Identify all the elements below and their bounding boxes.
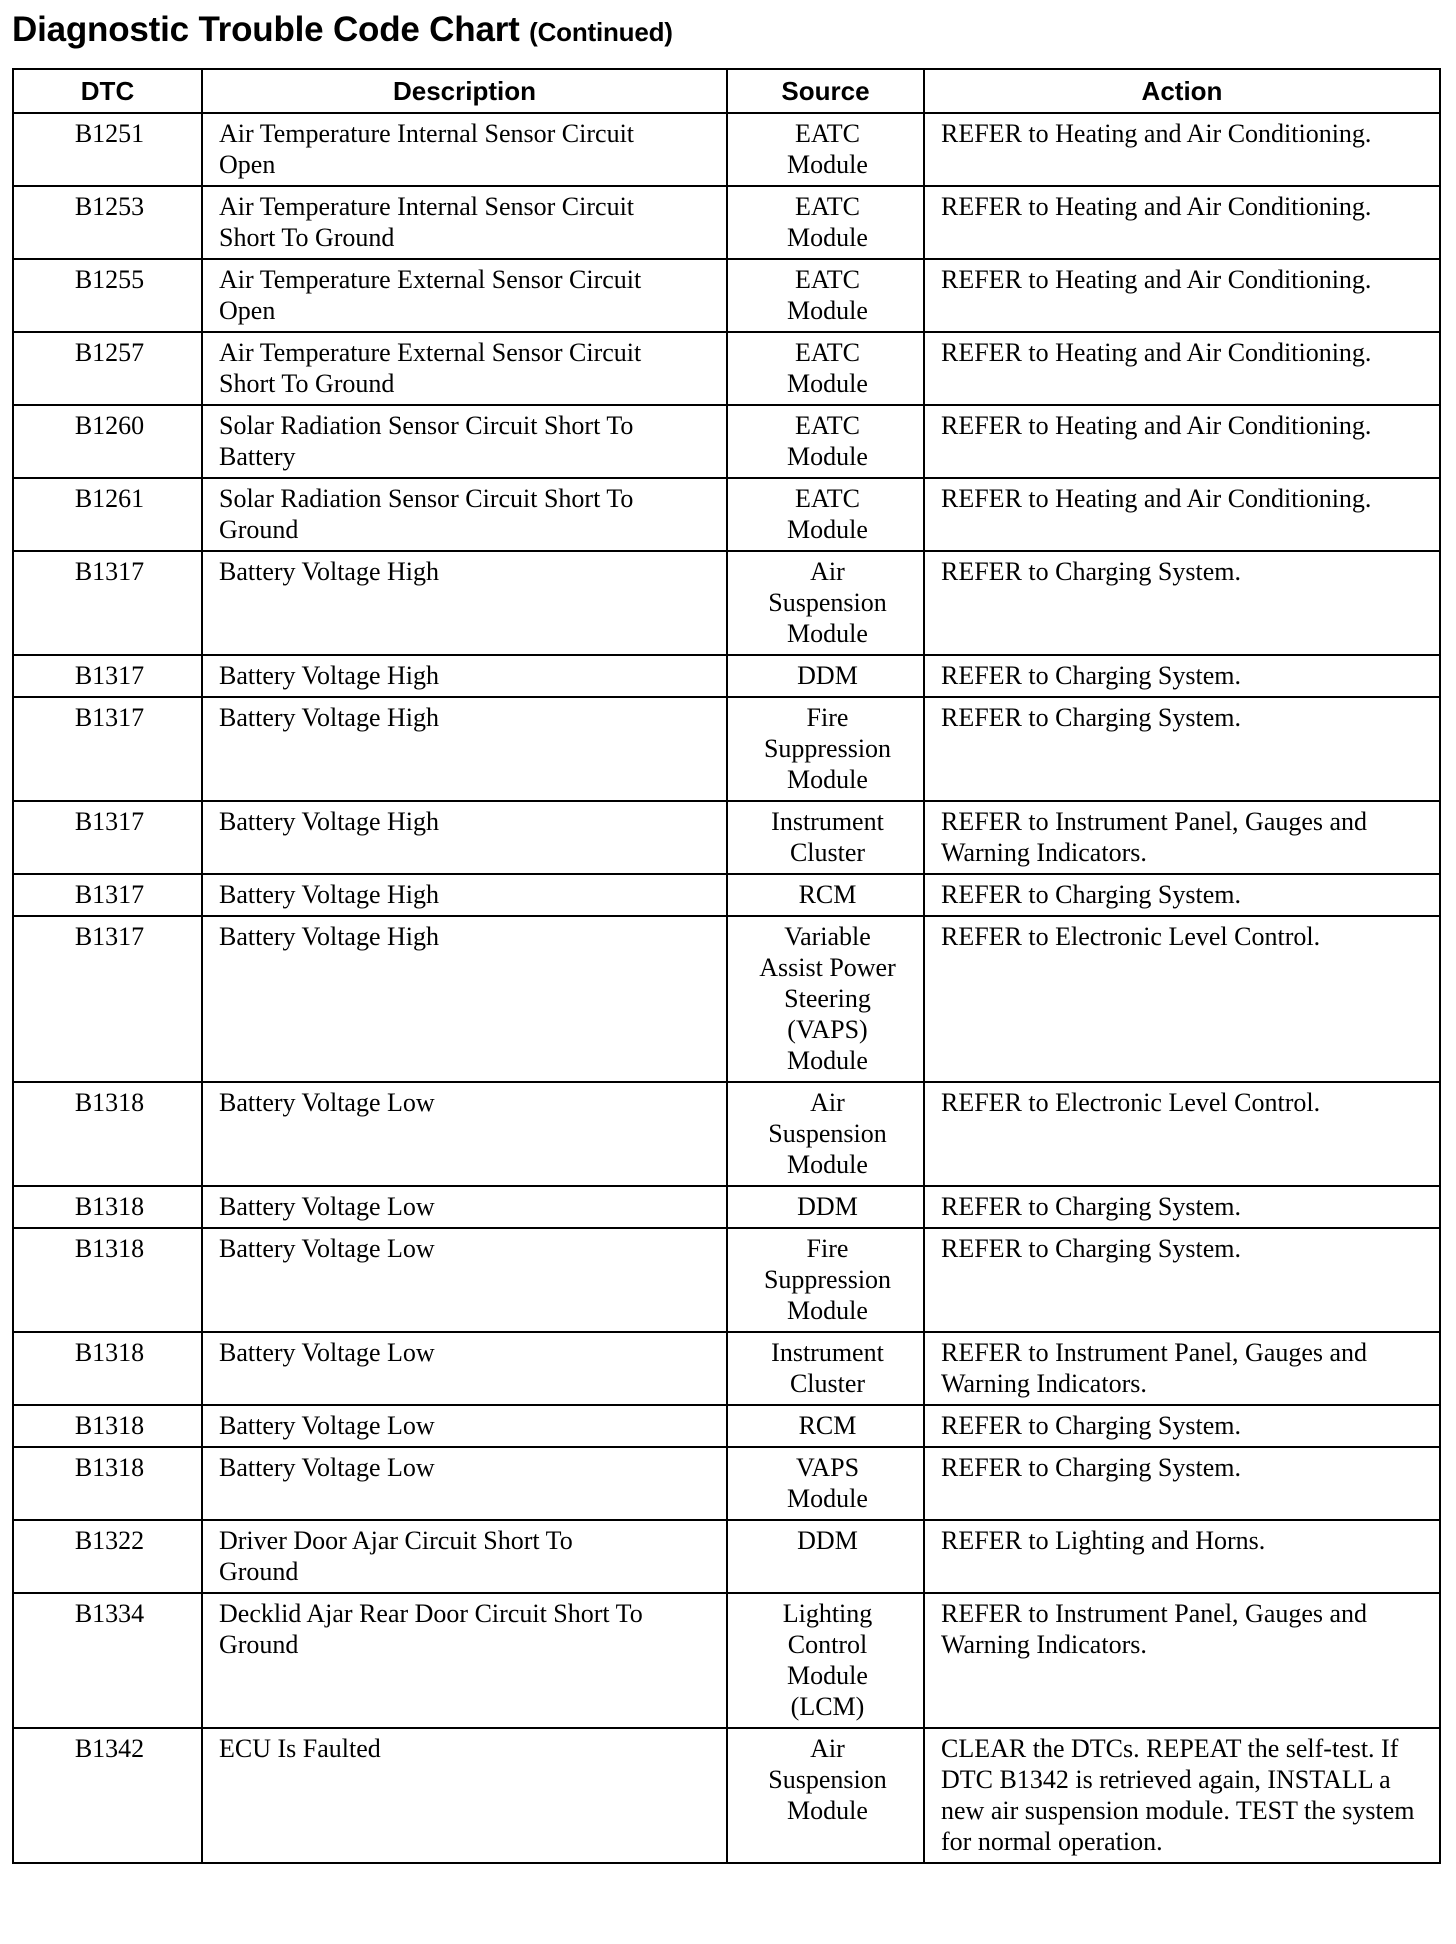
dtc-cell-text: B1317 xyxy=(74,807,145,836)
description-cell xyxy=(202,801,727,874)
dtc-table xyxy=(12,68,1441,1864)
action-cell xyxy=(924,1520,1440,1593)
table-row xyxy=(13,1520,1440,1593)
dtc-cell xyxy=(13,1228,202,1332)
source-cell xyxy=(727,916,924,1082)
action-cell xyxy=(924,332,1440,405)
action-cell xyxy=(924,1332,1440,1405)
source-cell-text: EATC Module xyxy=(787,265,868,325)
dtc-cell-text: B1318 xyxy=(74,1453,145,1482)
table-row xyxy=(13,332,1440,405)
description-cell xyxy=(202,332,727,405)
source-cell xyxy=(727,1186,924,1228)
source-cell-text: Lighting Control Module (LCM) xyxy=(782,1599,873,1721)
dtc-cell xyxy=(13,551,202,655)
dtc-cell-text: B1255 xyxy=(74,265,145,294)
dtc-cell-text: B1317 xyxy=(74,557,145,586)
action-cell xyxy=(924,655,1440,697)
action-cell xyxy=(924,697,1440,801)
action-cell-text: REFER to Heating and Air Conditioning. xyxy=(941,119,1372,148)
action-cell xyxy=(924,113,1440,186)
source-cell xyxy=(727,478,924,551)
action-cell-text: REFER to Charging System. xyxy=(941,880,1241,909)
table-row xyxy=(13,1332,1440,1405)
action-cell xyxy=(924,1405,1440,1447)
dtc-cell xyxy=(13,1332,202,1405)
description-cell-text: Solar Radiation Sensor Circuit Short To Battery xyxy=(219,411,634,471)
table-row xyxy=(13,1228,1440,1332)
dtc-cell xyxy=(13,1593,202,1728)
source-cell-text: DDM xyxy=(797,1526,858,1555)
dtc-cell-text: B1261 xyxy=(74,484,145,513)
source-cell xyxy=(727,801,924,874)
source-cell-text: Instrument Cluster xyxy=(771,807,884,867)
action-cell-text: CLEAR the DTCs. REPEAT the self-test. If DTC B1342 is retrieved again, INSTALL a new air suspension module. TEST the system for normal operation. xyxy=(941,1734,1415,1856)
description-cell-text: Battery Voltage High xyxy=(219,807,440,836)
source-cell xyxy=(727,697,924,801)
table-row xyxy=(13,259,1440,332)
description-cell xyxy=(202,113,727,186)
source-cell-text: VAPS Module xyxy=(787,1453,868,1513)
dtc-cell-text: B1257 xyxy=(74,338,145,367)
table-row xyxy=(13,874,1440,916)
source-cell-text: Air Suspension Module xyxy=(768,557,887,648)
column-header-dtc: DTC xyxy=(13,69,202,113)
action-cell-text: REFER to Charging System. xyxy=(941,1234,1241,1263)
source-cell-text: EATC Module xyxy=(787,484,868,544)
source-cell-text: Variable Assist Power Steering (VAPS) Module xyxy=(759,922,896,1075)
action-cell-text: REFER to Heating and Air Conditioning. xyxy=(941,192,1372,221)
source-cell-text: RCM xyxy=(798,880,857,909)
dtc-cell-text: B1317 xyxy=(74,703,145,732)
dtc-cell-text: B1318 xyxy=(74,1192,145,1221)
dtc-cell xyxy=(13,1447,202,1520)
description-cell-text: Battery Voltage High xyxy=(219,661,440,690)
table-row xyxy=(13,405,1440,478)
description-cell xyxy=(202,1593,727,1728)
action-cell-text: REFER to Heating and Air Conditioning. xyxy=(941,411,1372,440)
source-cell xyxy=(727,1728,924,1863)
action-cell-text: REFER to Heating and Air Conditioning. xyxy=(941,484,1372,513)
title-suffix: (Continued) xyxy=(529,17,673,47)
dtc-cell xyxy=(13,1405,202,1447)
table-row xyxy=(13,1593,1440,1728)
source-cell xyxy=(727,332,924,405)
action-cell-text: REFER to Instrument Panel, Gauges and Warning Indicators. xyxy=(941,807,1368,867)
source-cell xyxy=(727,1593,924,1728)
source-cell-text: EATC Module xyxy=(787,119,868,179)
dtc-cell xyxy=(13,332,202,405)
dtc-cell xyxy=(13,916,202,1082)
description-cell xyxy=(202,874,727,916)
source-cell-text: EATC Module xyxy=(787,411,868,471)
action-cell xyxy=(924,1228,1440,1332)
source-cell-text: Fire Suppression Module xyxy=(763,703,892,794)
source-cell xyxy=(727,874,924,916)
column-header-source: Source xyxy=(727,69,924,113)
table-row xyxy=(13,478,1440,551)
table-row xyxy=(13,1728,1440,1863)
column-header-action: Action xyxy=(924,69,1440,113)
action-cell xyxy=(924,1593,1440,1728)
source-cell xyxy=(727,1228,924,1332)
header-row xyxy=(13,69,1440,113)
description-cell-text: Battery Voltage High xyxy=(219,557,440,586)
description-cell xyxy=(202,551,727,655)
dtc-cell-text: B1253 xyxy=(74,192,145,221)
action-cell xyxy=(924,1186,1440,1228)
description-cell xyxy=(202,1332,727,1405)
dtc-cell xyxy=(13,478,202,551)
description-cell xyxy=(202,1405,727,1447)
description-cell-text: Decklid Ajar Rear Door Circuit Short To Ground xyxy=(219,1599,643,1659)
description-cell-text: Battery Voltage Low xyxy=(219,1234,435,1263)
action-cell xyxy=(924,874,1440,916)
dtc-cell xyxy=(13,1186,202,1228)
source-cell-text: EATC Module xyxy=(787,338,868,398)
description-cell-text: Solar Radiation Sensor Circuit Short To Ground xyxy=(219,484,634,544)
source-cell xyxy=(727,259,924,332)
action-cell-text: REFER to Charging System. xyxy=(941,1453,1241,1482)
description-cell-text: ECU Is Faulted xyxy=(219,1734,381,1763)
table-row xyxy=(13,1405,1440,1447)
dtc-cell-text: B1251 xyxy=(74,119,145,148)
table-row xyxy=(13,1447,1440,1520)
source-cell-text: DDM xyxy=(797,661,858,690)
source-cell xyxy=(727,1332,924,1405)
table-row xyxy=(13,551,1440,655)
description-cell-text: Battery Voltage Low xyxy=(219,1192,435,1221)
table-row xyxy=(13,186,1440,259)
description-cell xyxy=(202,478,727,551)
table-row xyxy=(13,1082,1440,1186)
description-cell xyxy=(202,916,727,1082)
description-cell-text: Battery Voltage High xyxy=(219,922,440,951)
dtc-cell-text: B1318 xyxy=(74,1338,145,1367)
action-cell-text: REFER to Charging System. xyxy=(941,557,1241,586)
action-cell-text: REFER to Charging System. xyxy=(941,1192,1241,1221)
dtc-cell-text: B1260 xyxy=(74,411,145,440)
description-cell-text: Battery Voltage Low xyxy=(219,1338,435,1367)
table-body xyxy=(13,113,1440,1863)
dtc-cell-text: B1318 xyxy=(74,1088,145,1117)
description-cell xyxy=(202,186,727,259)
table-row xyxy=(13,1186,1440,1228)
description-cell-text: Air Temperature External Sensor Circuit Short To Ground xyxy=(219,338,642,398)
description-cell xyxy=(202,259,727,332)
table-row xyxy=(13,801,1440,874)
dtc-cell xyxy=(13,874,202,916)
dtc-cell-text: B1317 xyxy=(74,661,145,690)
description-cell xyxy=(202,1447,727,1520)
source-cell-text: Fire Suppression Module xyxy=(763,1234,892,1325)
action-cell-text: REFER to Electronic Level Control. xyxy=(941,922,1321,951)
description-cell xyxy=(202,1082,727,1186)
dtc-cell xyxy=(13,1082,202,1186)
dtc-cell xyxy=(13,1728,202,1863)
action-cell xyxy=(924,1082,1440,1186)
description-cell xyxy=(202,1186,727,1228)
source-cell-text: Air Suspension Module xyxy=(768,1088,887,1179)
dtc-cell-text: B1318 xyxy=(74,1234,145,1263)
description-cell-text: Battery Voltage Low xyxy=(219,1411,435,1440)
source-cell xyxy=(727,1520,924,1593)
source-cell xyxy=(727,405,924,478)
dtc-cell xyxy=(13,405,202,478)
action-cell xyxy=(924,916,1440,1082)
dtc-cell-text: B1317 xyxy=(74,922,145,951)
page-title xyxy=(12,10,673,50)
action-cell-text: REFER to Electronic Level Control. xyxy=(941,1088,1321,1117)
table-row xyxy=(13,697,1440,801)
title-main: Diagnostic Trouble Code Chart xyxy=(12,10,520,49)
action-cell xyxy=(924,259,1440,332)
action-cell-text: REFER to Heating and Air Conditioning. xyxy=(941,338,1372,367)
dtc-cell xyxy=(13,697,202,801)
table-row xyxy=(13,916,1440,1082)
dtc-cell xyxy=(13,186,202,259)
action-cell-text: REFER to Charging System. xyxy=(941,703,1241,732)
dtc-cell-text: B1322 xyxy=(74,1526,145,1555)
source-cell-text: EATC Module xyxy=(787,192,868,252)
action-cell xyxy=(924,405,1440,478)
dtc-cell xyxy=(13,655,202,697)
action-cell xyxy=(924,801,1440,874)
description-cell-text: Battery Voltage Low xyxy=(219,1088,435,1117)
source-cell xyxy=(727,1405,924,1447)
dtc-cell-text: B1342 xyxy=(74,1734,145,1763)
dtc-cell-text: B1317 xyxy=(74,880,145,909)
source-cell xyxy=(727,186,924,259)
source-cell-text: DDM xyxy=(797,1192,858,1221)
source-cell xyxy=(727,113,924,186)
source-cell xyxy=(727,655,924,697)
source-cell-text: Instrument Cluster xyxy=(771,1338,884,1398)
action-cell-text: REFER to Instrument Panel, Gauges and Warning Indicators. xyxy=(941,1599,1368,1659)
dtc-cell-text: B1318 xyxy=(74,1411,145,1440)
description-cell-text: Air Temperature External Sensor Circuit Open xyxy=(219,265,642,325)
description-cell-text: Air Temperature Internal Sensor Circuit Open xyxy=(219,119,635,179)
description-cell-text: Battery Voltage High xyxy=(219,880,440,909)
description-cell xyxy=(202,1520,727,1593)
description-cell-text: Battery Voltage High xyxy=(219,703,440,732)
dtc-cell xyxy=(13,259,202,332)
dtc-cell xyxy=(13,1520,202,1593)
description-cell xyxy=(202,1728,727,1863)
action-cell-text: REFER to Lighting and Horns. xyxy=(941,1526,1266,1555)
description-cell xyxy=(202,1228,727,1332)
action-cell xyxy=(924,1728,1440,1863)
action-cell-text: REFER to Charging System. xyxy=(941,661,1241,690)
source-cell xyxy=(727,1082,924,1186)
dtc-cell-text: B1334 xyxy=(74,1599,145,1628)
column-header-description: Description xyxy=(202,69,727,113)
description-cell-text: Driver Door Ajar Circuit Short To Ground xyxy=(219,1526,573,1586)
description-cell xyxy=(202,655,727,697)
description-cell-text: Air Temperature Internal Sensor Circuit Short To Ground xyxy=(219,192,635,252)
action-cell-text: REFER to Heating and Air Conditioning. xyxy=(941,265,1372,294)
action-cell xyxy=(924,186,1440,259)
source-cell-text: Air Suspension Module xyxy=(768,1734,887,1825)
source-cell xyxy=(727,551,924,655)
description-cell-text: Battery Voltage Low xyxy=(219,1453,435,1482)
action-cell xyxy=(924,478,1440,551)
action-cell xyxy=(924,1447,1440,1520)
action-cell-text: REFER to Instrument Panel, Gauges and Warning Indicators. xyxy=(941,1338,1368,1398)
source-cell-text: RCM xyxy=(798,1411,857,1440)
table-row xyxy=(13,655,1440,697)
description-cell xyxy=(202,697,727,801)
source-cell xyxy=(727,1447,924,1520)
action-cell-text: REFER to Charging System. xyxy=(941,1411,1241,1440)
dtc-cell xyxy=(13,801,202,874)
action-cell xyxy=(924,551,1440,655)
description-cell xyxy=(202,405,727,478)
table-row xyxy=(13,113,1440,186)
dtc-cell xyxy=(13,113,202,186)
